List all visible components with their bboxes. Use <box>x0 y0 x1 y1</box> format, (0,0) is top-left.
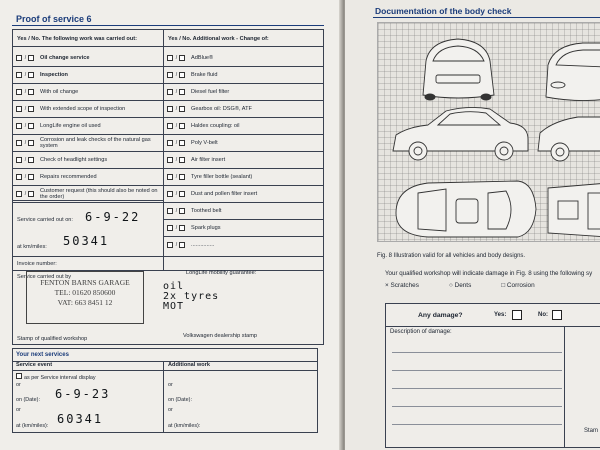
yes-checkbox[interactable] <box>16 174 22 180</box>
service-event-header: Service event <box>16 362 53 368</box>
checkbox[interactable] <box>16 373 22 379</box>
additional-work-item <box>167 236 214 253</box>
additional-work-label: Brake fluid <box>191 71 218 78</box>
work-item-label: With oil change <box>40 88 79 95</box>
no-checkbox[interactable] <box>179 208 185 214</box>
yes-checkbox[interactable] <box>167 72 173 78</box>
yes-checkbox[interactable] <box>167 191 173 197</box>
yes-checkbox[interactable] <box>16 106 22 112</box>
next-services-box <box>12 348 318 433</box>
description-line <box>392 370 562 371</box>
yes-checkbox[interactable] <box>167 106 173 112</box>
yes-checkbox[interactable] <box>167 89 173 95</box>
service-by-label: Service carried out by <box>17 274 72 280</box>
at-km-label: at (km/miles): <box>16 423 49 429</box>
no-checkbox[interactable] <box>28 123 34 129</box>
yes-no-separator: / <box>175 241 178 248</box>
right-on-date-label: on (Date): <box>168 397 192 403</box>
additional-work-item <box>167 219 221 236</box>
column-divider <box>564 326 565 448</box>
row-rule <box>13 361 317 362</box>
note-line: MOT <box>163 301 185 312</box>
damage-form <box>385 303 600 448</box>
yes-no-separator: / <box>24 54 27 61</box>
description-label: Description of damage: <box>390 329 452 335</box>
on-date-label: on (Date): <box>16 397 40 403</box>
longlife-label: LongLife mobility guarantee: <box>186 270 257 276</box>
row-rule <box>13 200 163 201</box>
work-item-label: With extended scope of inspection <box>40 105 126 112</box>
description-line <box>392 388 562 389</box>
yes-no-separator: / <box>24 105 27 112</box>
legend-item <box>449 282 471 289</box>
legend-item <box>385 282 419 289</box>
figure-caption: Fig. 8 Illustration valid for all vehicles and body designs. <box>377 253 526 259</box>
yes-checkbox[interactable] <box>167 55 173 61</box>
no-checkbox[interactable] <box>28 55 34 61</box>
additional-work-label: Diesel fuel filter <box>191 88 230 95</box>
work-item-label: Inspection <box>40 71 68 78</box>
additional-work-item <box>167 151 225 168</box>
additional-work-item <box>167 83 229 100</box>
workshop-stamp-label: Stamp of qualified workshop <box>17 336 88 342</box>
additional-work-label: Tyre filler bottle (sealant) <box>191 173 253 180</box>
additional-work-label: AdBlue® <box>191 54 214 61</box>
yes-checkbox[interactable] <box>167 208 173 214</box>
yes-no-separator: / <box>24 71 27 78</box>
no-checkbox[interactable] <box>28 140 34 146</box>
no-checkbox[interactable] <box>179 140 185 146</box>
any-damage-label: Any damage? <box>418 312 463 319</box>
work-item <box>16 117 162 134</box>
interval-label: as per Service interval display <box>24 375 96 381</box>
work-item <box>16 66 162 83</box>
no-checkbox[interactable] <box>28 72 34 78</box>
title-rule <box>373 17 600 18</box>
yes-checkbox[interactable] <box>16 140 22 146</box>
yes-no-separator: / <box>175 173 178 180</box>
yes-checkbox[interactable] <box>16 55 22 61</box>
row-rule <box>13 202 163 203</box>
yes-checkbox[interactable] <box>16 89 22 95</box>
yes-checkbox[interactable] <box>167 157 173 163</box>
additional-work-item <box>167 100 252 117</box>
garage-stamp <box>26 271 144 324</box>
dealer-stamp-label: Volkswagen dealership stamp <box>183 333 258 339</box>
stamp-line: VAT: 663 8451 12 <box>57 298 113 307</box>
next-services-title: Your next services <box>16 352 69 358</box>
yes-label: Yes: <box>494 312 507 318</box>
yes-no-separator: / <box>175 122 178 129</box>
yes-checkbox[interactable] <box>16 191 22 197</box>
yes-no-separator: / <box>175 139 178 146</box>
work-item-label: Corrosion and leak checks of the natural gas system <box>40 136 151 149</box>
yes-checkbox[interactable] <box>167 225 173 231</box>
header-rule <box>13 46 323 47</box>
no-checkbox[interactable] <box>28 157 34 163</box>
additional-work-item <box>167 134 218 151</box>
description-line <box>392 424 562 425</box>
yes-checkbox[interactable] <box>512 310 522 320</box>
no-checkbox[interactable] <box>179 123 185 129</box>
car-outlines-icon <box>378 23 600 241</box>
no-checkbox[interactable] <box>28 191 34 197</box>
description-line <box>392 406 562 407</box>
work-item-label: Customer request (this should also be noted on the order) <box>40 187 158 200</box>
km-label: at km/miles: <box>17 244 47 250</box>
note-line: oil <box>163 281 185 292</box>
additional-work-label: Gearbox oil: DSG®, ATF <box>191 105 252 112</box>
no-checkbox[interactable] <box>179 106 185 112</box>
no-checkbox[interactable] <box>179 72 185 78</box>
legend-label: Dents <box>454 282 472 289</box>
or-label: or <box>168 407 173 413</box>
service-date-handwritten: 6-9-22 <box>85 210 141 224</box>
no-checkbox[interactable] <box>179 55 185 61</box>
work-item <box>16 49 162 66</box>
vehicle-diagram <box>377 22 600 242</box>
additional-work-item <box>167 66 217 83</box>
yes-no-separator: / <box>24 156 27 163</box>
no-checkbox[interactable] <box>28 174 34 180</box>
legend-item <box>501 282 534 289</box>
damage-legend <box>385 282 535 289</box>
interval-option <box>16 373 96 381</box>
yes-no-separator: / <box>175 54 178 61</box>
additional-work-header: Additional work <box>168 362 210 368</box>
yes-no-separator: / <box>175 88 178 95</box>
next-km-handwritten: 60341 <box>57 412 104 426</box>
damage-question-row <box>386 304 600 327</box>
yes-no-separator: / <box>175 224 178 231</box>
yes-checkbox[interactable] <box>16 157 22 163</box>
legend-label: Scratches <box>390 282 419 289</box>
row-rule <box>13 370 317 371</box>
work-item-label: Check of headlight settings <box>40 156 108 163</box>
right-at-km-label: at (km/miles): <box>168 423 201 429</box>
handwritten-note <box>163 282 219 312</box>
yes-no-separator: / <box>24 88 27 95</box>
no-checkbox[interactable] <box>552 310 562 320</box>
yes-no-separator: / <box>175 207 178 214</box>
legend-symbol: × <box>385 282 391 289</box>
right-page <box>345 0 600 450</box>
legend-symbol: ○ <box>448 282 455 289</box>
or-label: or <box>16 382 21 388</box>
service-carried-out-label: Service carried out on: <box>17 217 73 223</box>
stamp-line: TEL: 01620 850600 <box>54 288 116 297</box>
title-rule <box>12 25 324 26</box>
additional-work-label: ............... <box>191 241 215 248</box>
legend-symbol: □ <box>501 282 507 289</box>
additional-work-label: Dust and pollen filter insert <box>191 190 258 197</box>
no-checkbox[interactable] <box>28 89 34 95</box>
additional-work-item <box>167 185 257 202</box>
additional-work-item <box>167 49 213 66</box>
work-item <box>16 100 162 117</box>
no-checkbox[interactable] <box>28 106 34 112</box>
note-line: 2x tyres <box>163 291 220 302</box>
additional-work-item <box>167 202 221 219</box>
work-item-label: Oil change service <box>40 54 90 61</box>
or-label: or <box>16 407 21 413</box>
additional-work-label: Toothed belt <box>191 207 222 214</box>
stamp-label: Stam <box>584 428 599 434</box>
additional-work-item <box>167 168 252 185</box>
no-checkbox[interactable] <box>179 174 185 180</box>
row-rule <box>13 256 323 257</box>
yes-no-separator: / <box>24 173 27 180</box>
col2-header: Yes / No. Additional work - Change of: <box>168 36 269 42</box>
col1-header: Yes / No. The following work was carried out: <box>17 36 137 42</box>
description-line <box>392 352 562 353</box>
yes-no-separator: / <box>24 190 27 197</box>
no-label: No: <box>538 312 548 318</box>
work-item <box>16 168 162 185</box>
additional-work-label: Poly V-belt <box>191 139 218 146</box>
work-item-label: Repairs recommended <box>40 173 97 180</box>
damage-instruction: Your qualified workshop will indicate damage in Fig. 8 using the following sy <box>385 270 593 277</box>
work-item <box>16 151 162 168</box>
no-checkbox[interactable] <box>179 191 185 197</box>
additional-work-label: Air filter insert <box>191 156 226 163</box>
work-item-label: LongLife engine oil used <box>40 122 101 129</box>
yes-checkbox[interactable] <box>167 123 173 129</box>
section-title: Proof of service 6 <box>16 14 92 24</box>
km-handwritten: 50341 <box>63 234 110 248</box>
yes-no-separator: / <box>175 71 178 78</box>
yes-checkbox[interactable] <box>16 72 22 78</box>
stamp-line: FENTON BARNS GARAGE <box>40 278 130 287</box>
yes-no-separator: / <box>175 156 178 163</box>
yes-checkbox[interactable] <box>167 140 173 146</box>
yes-checkbox[interactable] <box>16 123 22 129</box>
legend-label: Corrosion <box>506 282 535 289</box>
or-label: or <box>168 382 173 388</box>
yes-no-separator: / <box>175 190 178 197</box>
yes-checkbox[interactable] <box>167 242 173 248</box>
yes-checkbox[interactable] <box>167 174 173 180</box>
yes-no-separator: / <box>24 139 27 146</box>
invoice-label: Invoice number: <box>17 261 57 267</box>
no-checkbox[interactable] <box>179 89 185 95</box>
column-divider <box>163 361 164 432</box>
next-date-handwritten: 6-9-23 <box>55 387 111 401</box>
additional-work-item <box>167 117 240 134</box>
additional-work-label: Spark plugs <box>191 224 221 231</box>
additional-work-label: Haldex coupling: oil <box>191 122 240 129</box>
yes-no-separator: / <box>24 122 27 129</box>
work-item <box>16 83 162 100</box>
no-checkbox[interactable] <box>179 225 185 231</box>
work-item <box>16 134 162 151</box>
no-checkbox[interactable] <box>179 242 185 248</box>
yes-no-separator: / <box>175 105 178 112</box>
no-checkbox[interactable] <box>179 157 185 163</box>
body-check-title: Documentation of the body check <box>375 6 512 16</box>
